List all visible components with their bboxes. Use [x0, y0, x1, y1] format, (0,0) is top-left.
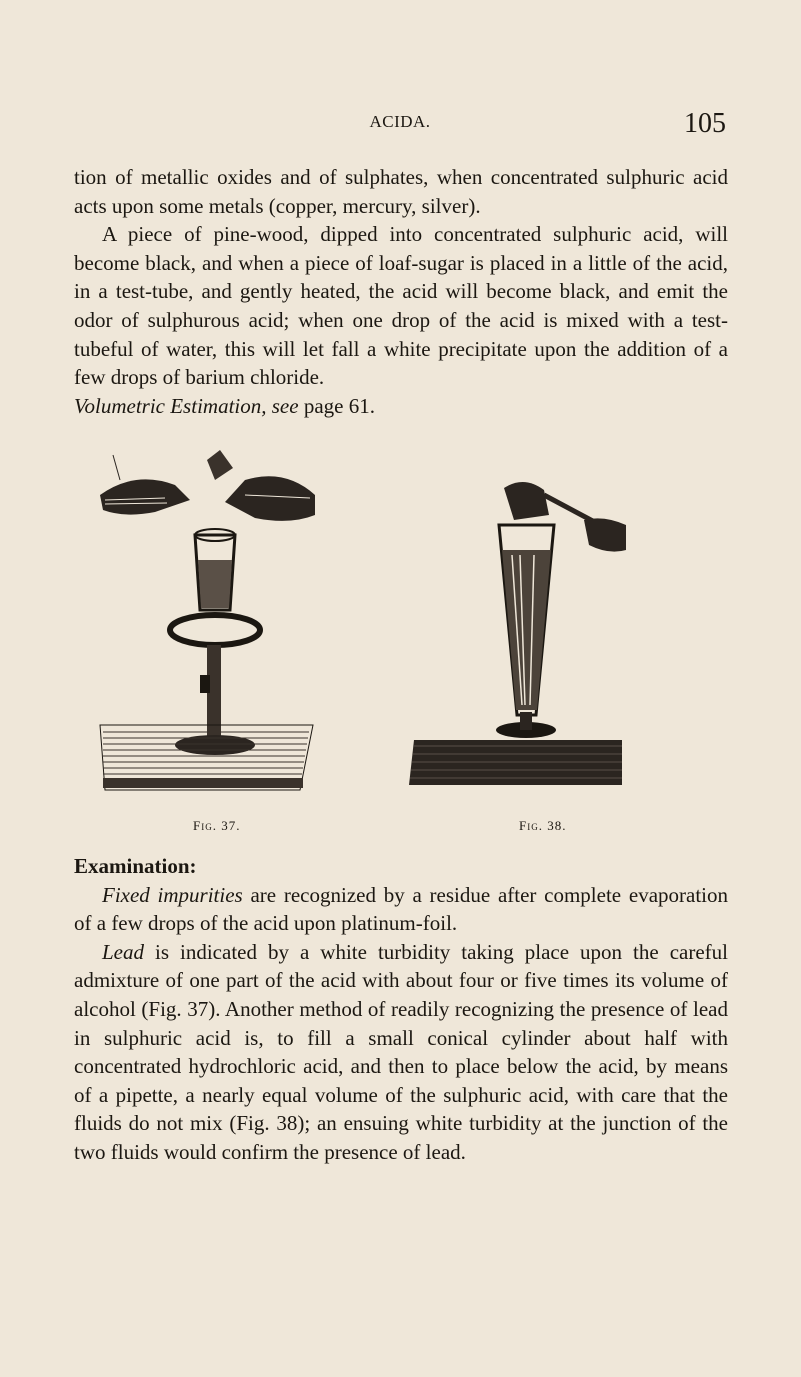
- top-text: [74, 163, 728, 420]
- lead-term: Lead: [102, 939, 144, 964]
- fixed-impurities-paragraph: [74, 881, 728, 938]
- figure-38-illustration: [404, 440, 627, 820]
- lead-text: is indicated by a white turbidity taking place upon the careful admixture of one part of the acid with about four or five times its volume of alcohol (Fig. 37). Another method of readily recognizing the presence of lead in sulphuric acid is, to fill a small conical cylinder about half with concentrated hydrochloric acid, and then to place below the acid, by means of a pipette, a nearly equal volume of the sulphuric acid, with care that the fluids do not mix (Fig. 38); an ensuing white turbidity at the junction of the two fluids would confirm the presence of lead.: [74, 939, 728, 1164]
- examination-section: [74, 852, 728, 1167]
- paragraph-pine-wood: A piece of pine-wood, dipped into concentrated sulphuric acid, will become black, and when a piece of loaf-sugar is placed in a little of the acid, in a test-tube, and gently heated, the acid will become black, and emit the odor of sulphurous acid; when one drop of the acid is mixed with a test-tubeful of water, this will let fall a white precipitate upon the addition of a few drops of barium chloride.: [74, 222, 728, 390]
- volumetric-label: Volumetric Estimation,: [74, 393, 267, 418]
- page-header: [74, 108, 726, 148]
- running-head: ACIDA.: [369, 112, 431, 131]
- page-reference: page 61.: [303, 393, 375, 418]
- examination-heading: Examination:: [74, 854, 197, 878]
- figure-37-illustration: [95, 440, 320, 820]
- figure-37-caption: Fig. 37.: [193, 818, 241, 833]
- lead-paragraph: [74, 938, 728, 1167]
- figure-38-caption: Fig. 38.: [519, 818, 567, 833]
- fixed-impurities-term: Fixed impurities: [102, 882, 243, 907]
- volumetric-estimation-line: [74, 392, 728, 421]
- page-number: 105: [684, 108, 726, 139]
- fixed-impurities-text: are recognized by a residue after complete evaporation of a few drops of the acid upon platinum-foil.: [74, 882, 728, 936]
- see-word: see: [271, 393, 299, 418]
- paragraph-continuation: tion of metallic oxides and of sulphates, when concentrated sulphuric acid acts upon some metals (copper, mercury, silver).: [74, 165, 728, 218]
